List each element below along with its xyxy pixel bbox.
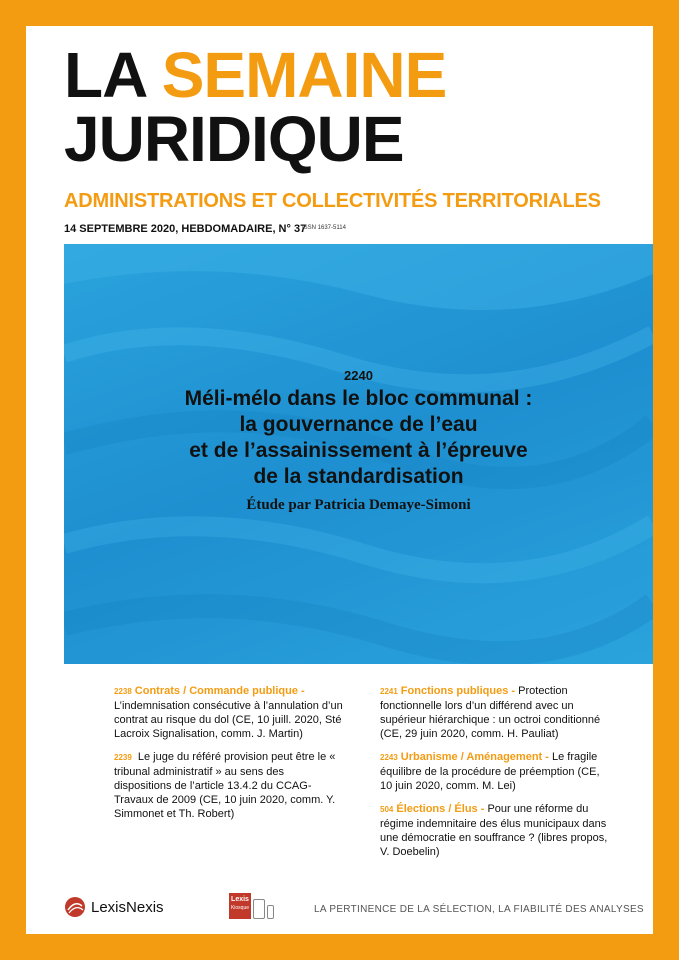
cover-page [26, 26, 653, 934]
article-number: 2243 [380, 753, 398, 762]
issn-number: ISSN 1637-5114 [302, 225, 346, 231]
article-category: Urbanisme / Aménagement - [400, 751, 549, 763]
issue-date: 14 SEPTEMBRE 2020, HEBDOMADAIRE, N° 37 [64, 223, 307, 235]
article-text: Protection fonctionnelle lors d’un différend avec un supérieur hiérarchique : un octroi conditionné (CE, 29 juin 2020, comm. H. Pauliat) [380, 685, 601, 740]
hero-panel [64, 244, 653, 664]
magazine-title-line1 [64, 39, 447, 111]
article-number: 2241 [380, 687, 398, 696]
edition-subtitle: ADMINISTRATIONS ET COLLECTIVITÉS TERRITORIALES [64, 190, 601, 212]
footer-tagline: LA PERTINENCE DE LA SÉLECTION, LA FIABILITÉ DES ANALYSES [314, 904, 644, 915]
title-la: LA [64, 39, 145, 111]
article-entry [380, 684, 610, 741]
article-entry [114, 684, 344, 741]
hero-article-number: 2240 [344, 368, 373, 383]
article-category: Fonctions publiques - [400, 685, 516, 697]
hero-title-line: Méli-mélo dans le bloc communal : [184, 387, 533, 410]
hero-article-title [64, 386, 653, 490]
article-text: Pour une réforme du régime indemnitaire des élus municipaux dans une démocratie en souffrance ? (libres propos, V. Doebelin) [380, 803, 608, 858]
hero-title-line: de la standardisation [253, 465, 464, 488]
articles-right-column [380, 684, 610, 868]
title-semaine: SEMAINE [161, 39, 447, 111]
hero-title-line: la gouvernance de l’eau [239, 413, 478, 436]
kiosque-icon [229, 893, 251, 919]
phone-icon [267, 905, 274, 919]
hero-title-line: et de l’assainissement à l’épreuve [189, 439, 528, 462]
articles-left-column [114, 684, 344, 830]
article-category: Élections / Élus - [396, 803, 485, 815]
kiosque-sublabel: Kiosque [230, 905, 250, 911]
article-entry [380, 750, 610, 793]
tablet-icon [253, 899, 265, 919]
article-number: 2238 [114, 687, 132, 696]
logo-text: LexisNexis [91, 898, 164, 916]
article-entry [380, 802, 610, 859]
lexisnexis-globe-icon [64, 896, 86, 918]
article-entry [114, 750, 344, 821]
title-juridique: JURIDIQUE [64, 103, 404, 175]
article-number: 504 [380, 805, 394, 814]
article-category: Contrats / Commande publique - [134, 685, 305, 697]
kiosque-label: Lexis [231, 896, 249, 903]
article-text: Le fragile équilibre de la procédure de préemption (CE, 10 juin 2020, comm. M. Lei) [380, 751, 600, 792]
lexis-kiosque-badge [229, 893, 274, 919]
article-number: 2239 [114, 753, 132, 762]
hero-author: Étude par Patricia Demaye-Simoni [246, 497, 471, 513]
article-text: Le juge du référé provision peut être le « tribunal administratif » au sens des dispositions de l’article 13.4.2 du CCAG-Travaux de 2009 (CE, 10 juin 2020, comm. Y. Simmonet et Th. Robert) [114, 751, 336, 820]
article-text: L’indemnisation consécutive à l’annulation d’un contrat au risque du dol (CE, 10 juill. 2020, Sté Lacroix Signalisation, comm. J. Martin) [114, 700, 343, 740]
lexisnexis-logo [64, 896, 164, 918]
